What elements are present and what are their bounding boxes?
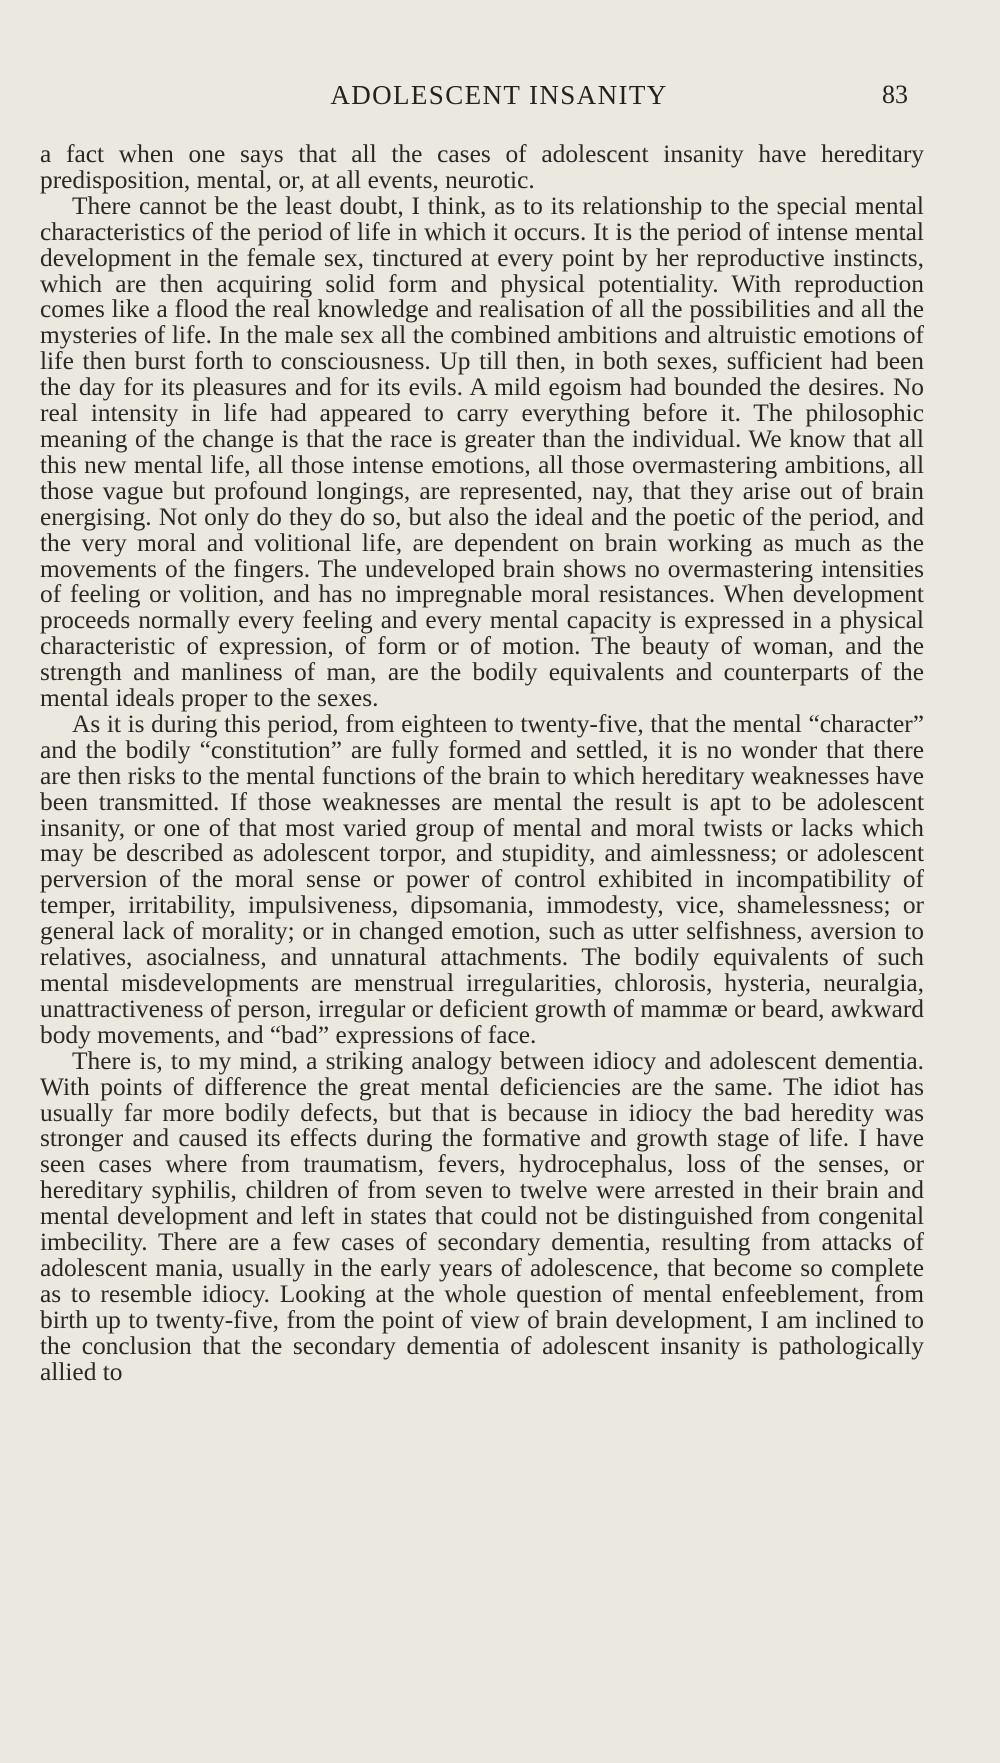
paragraph-relationship: There cannot be the least doubt, I think, as to its relationship to the special mental characteristics of the period of life in which it occurs. It is the period of intense mental development in the female sex, tinctured at every point by her reproductive instincts, which are then acquiring solid form and physical potentiality. With reproduction comes like a flood the real knowledge and realisation of all the possibilities and all the mysteries of life. In the male sex all the combined ambitions and altruistic emotions of life then burst forth to consciousness. Up till then, in both sexes, sufficient had been the day for its pleasures and for its evils. A mild egoism had bounded the desires. No real intensity in life had appeared to carry everything before it. The philosophic meaning of the change is that the race is greater than the individual. We know that all this new mental life, all those intense emotions, all those overmastering ambitions, all those vague but profound longings, are represented, nay, that they arise out of brain energising. Not only do they do so, but also the ideal and the poetic of the period, and the very moral and volitional life, are dependent on brain working as much as the movements of the fingers. The undeveloped brain shows no overmastering intensities of feeling or volition, and has no impregnable moral resistances. When development proceeds normally every feeling and every mental capacity is expressed in a physical characteristic of expression, of form or of motion. The beauty of woman, and the strength and manliness of man, are the bodily equivalents and counterparts of the mental ideals proper to the sexes. (40, 191, 924, 713)
page-header (40, 80, 958, 120)
paragraph-continued: a fact when one says that all the cases of adolescent insanity have hereditary predisposition, mental, or, at all events, neurotic. (40, 140, 924, 194)
running-title: ADOLESCENT INSANITY (330, 80, 668, 110)
paragraph-idiocy-analogy: There is, to my mind, a striking analogy between idiocy and adolescent dementia. With points of difference the great mental deficiencies are the same. The idiot has usually far more bodily defects, but that is because in idiocy the bad heredity was stronger and caused its effects during the formative and growth stage of life. I have seen cases where from traumatism, fevers, hydrocephalus, loss of the senses, or hereditary syphilis, children of from seven to twelve were arrested in their brain and mental development and left in states that could not be distinguished from congenital imbecility. There are a few cases of secondary dementia, resulting from attacks of adolescent mania, usually in the early years of adolescence, that become so complete as to resemble idiocy. Looking at the whole question of mental enfeeblement, from birth up to twenty-five, from the point of view of brain development, I am inclined to the conclusion that the secondary dementia of adolescent insanity is pathologically allied to (40, 1046, 924, 1386)
page-number: 83 (882, 80, 908, 109)
body-text (40, 142, 924, 1386)
paragraph-character-constitution: As it is during this period, from eighteen to twenty-five, that the mental “character” and the bodily “constitution” are fully formed and settled, it is no wonder that there are then risks to the mental functions of the brain to which hereditary weaknesses have been transmitted. If those weaknesses are mental the result is apt to be adolescent insanity, or one of that most varied group of mental and moral twists or lacks which may be described as adolescent torpor, and stupidity, and aimlessness; or adolescent perversion of the moral sense or power of control exhibited in incompatibility of temper, irritability, impulsiveness, dipsomania, immodesty, vice, shamelessness; or general lack of morality; or in changed emotion, such as utter selfishness, aversion to relatives, asocialness, and unnatural attachments. The bodily equivalents of such mental misdevelopments are menstrual irregularities, chlorosis, hysteria, neuralgia, unattractiveness of person, irregular or deficient growth of mammæ or beard, awkward body movements, and “bad” expressions of face. (40, 709, 924, 1049)
